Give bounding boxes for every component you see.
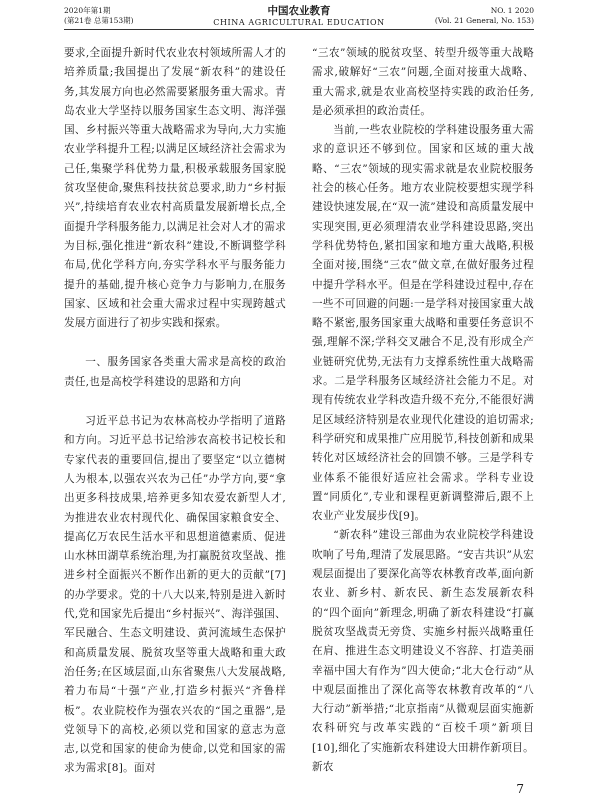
header-issue-en-line1: NO. 1 2020	[490, 6, 534, 15]
paragraph: 当前,一些农业院校的学科建设服务重大需求的意识还不够到位。国家和区域的重大战略、“三农”领域的现实需求就是农业院校服务社会的核心任务。地方农业院校要想实现学科建设快速发展,在“双一流”建设和高质量发展中实现突围,更必须理清农业学科建设思路,突出学科优势特色,紧扣国家和地方重大战略,积极全面对接,围绕“三农”做文章,在做好服务过程中提升学科水平。但是在学科建设过程中,存在一些不可回避的问题:一是学科对接国家重大战略不紧密,服务国家重大战略和重要任务意识不强,理解不深;学科交叉融合不足,没有形成全产业链研究优势,无法有力支撑系统性重大战略需求。二是学科服务区域经济社会能力不足。对现有传统农业学科改造升级不充分,不能很好满足区域经济特别是农业现代化建设的追切需求;科学研究和成果推广应用脱节,科技创新和成果转化对区域经济社会的回馈不够。三是学科专业体系不能很好适应社会需求。学科专业设置“同质化”,专业和课程更新调整滞后,跟不上农业产业发展步伐[9]。	[312, 124, 534, 523]
header-issue-en-line2: (Vol. 21 General, No. 153)	[434, 16, 534, 25]
paragraph: 习近平总书记为农林高校办学指明了道路和方向。习近平总书记给涉农高校书记校长和专家代表的重要回信,提出了要坚定“以立德树人为根本,以强农兴农为己任”办学方向,要“拿出更多科技成果,培养更多知农爱农新型人才,为推进农业农村现代化、确保国家粮食安全、提高亿万农民生活水平和思想道德素质、促进山水林田湖草系统治理,为打赢脱贫攻坚战、推进乡村全面振兴不断作出新的更大的贡献”[7]的办学要求。党的十八大以来,特别是进入新时代,党和国家先后提出“乡村振兴”、海洋强国、军民融合、生态文明建设、黄河流域生态保护和高质量发展、脱贫攻坚等重大战略和重大政治任务;在区域层面,山东省聚焦八大发展战略,着力布局“十强”产业,打造乡村振兴“齐鲁样板”。农业院校作为强农兴农的“国之重器”,是党领导下的高校,必须以党和国家的意志为意志,以党和国家的使命为使命,以党和国家的需求为需求[8]。面对	[64, 415, 286, 775]
section-heading: 一、服务国家各类重大需求是高校的政治责任,也是高校学科建设的思路和方向	[64, 356, 286, 388]
header-issue-line1: 2020年第1期	[64, 6, 111, 15]
right-column	[312, 44, 534, 777]
page-number: 7	[516, 782, 524, 796]
journal-title-cn: 中国农业教育	[267, 5, 331, 17]
paragraph: “新农科”建设三部曲为农业院校学科建设吹响了号角,理清了发展思路。“安吉共识”从宏观层面提出了要深化高等农林教育改革,面向新农业、新乡村、新农民、新生态发展新农科的“四个面向”新理念,明确了新农科建设“打赢脱贫攻坚战责无旁贷、实施乡村振兴战略重任在肩、推进生态文明建设义不容辞、打造美丽幸福中国大有作为”四大使命;“北大仓行动”从中观层面推出了深化高等农林教育改革的“八大行动”新举措;“北京指南”从微观层面实施新农科研究与改革实践的“百校千项”新项目[10],细化了实施新农科建设大田耕作新项目。新农	[312, 529, 534, 773]
paragraph: 要求,全面提升新时代农业农村领域所需人才的培养质量;我国提出了发展“新农科”的建设任务,其发展方向也必然需要紧服务重大需求。青岛农业大学坚持以服务国家生态文明、海洋强国、乡村振兴等重大战略需求为导向,大力实施农业学科提升工程;以满足区域经济社会需求为己任,集聚学科优势力量,积极承载服务国家脱贫攻坚使命,聚焦科技扶贫总要求,助力“乡村振兴”,持续培育农业农村高质量发展新增长点,全面提升学科服务能力,以满足社会对人才的需求为目标,强化推进“新农科”建设,不断调整学科布局,优化学科方向,夯实学科水平与服务能力提升的基础,提升核心竞争力与影响力,在服务国家、区域和社会重大需求过程中实现跨越式发展方面进行了初步实践和探索。	[64, 47, 286, 330]
header-rule	[64, 29, 534, 30]
left-column	[64, 44, 286, 779]
header-issue-en	[435, 6, 534, 26]
running-header	[64, 4, 534, 30]
header-issue-line2: (第21卷 总第153期)	[64, 16, 134, 25]
journal-title-en: CHINA AGRICULTURAL EDUCATION	[213, 18, 385, 27]
paragraph: “三农”领域的脱贫攻坚、转型升级等重大战略需求,破解好“三农”问题,全面对接重大战略、重大需求,就是农业高校坚持实践的政治任务,是必须承担的政治责任。	[312, 47, 534, 117]
